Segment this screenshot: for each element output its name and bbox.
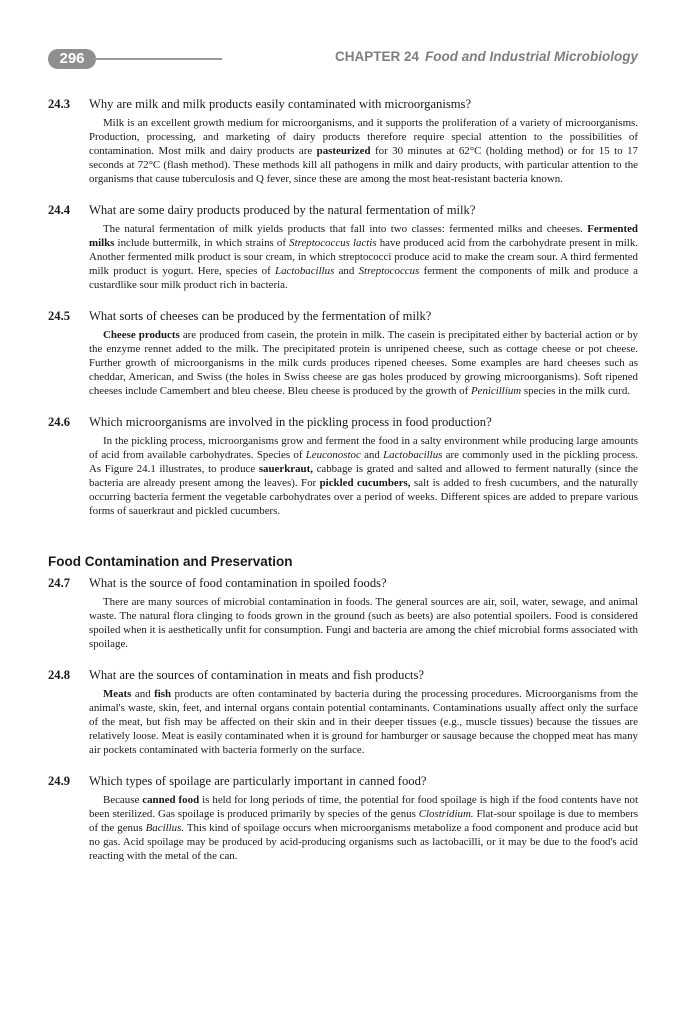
answer-text: salt is added to fresh cucumbers, and the naturally occurring bacteria ferment the vegetable carbohydrates over a period of weeks. Different spices are added to prepare various forms of sauerkraut and pickled cucumbers. [89, 477, 638, 517]
question-text: Which types of spoilage are particularly important in canned food? [89, 774, 427, 788]
question [48, 667, 638, 683]
qa-item [48, 667, 638, 757]
answer [89, 595, 638, 651]
question-number: 24.8 [48, 668, 71, 682]
qa-item [48, 96, 638, 186]
question [48, 414, 638, 430]
question-text: What are some dairy products produced by the natural fermentation of milk? [89, 203, 476, 217]
question [48, 575, 638, 591]
qa-item [48, 202, 638, 292]
bold-term: fish [154, 688, 172, 700]
question-number: 24.4 [48, 203, 71, 217]
italic-term: Clostridium. [418, 808, 474, 820]
answer-text: are produced from casein, the protein in milk. The casein is precipitated either by bacterial action or by the enzyme rennet added to the milk. The precipitated protein is unripened cheese, such as cottage cheese or pot cheese. Further growth of microorganisms in the milk curds produces ripened cheeses. Some examples are hard cheeses such as cheddar, American, and Swiss (the holes in Swiss cheese are gas holes produced by growing microorganisms). Soft ripened cheeses include Camembert and bleu cheese. Bleu cheese is produced by the growth of [89, 329, 638, 397]
question-number: 24.3 [48, 97, 71, 111]
question-number: 24.9 [48, 774, 71, 788]
question-text: What is the source of food contamination in spoiled foods? [89, 576, 387, 590]
header-rule [94, 58, 222, 60]
answer-text: and [334, 265, 359, 277]
qa-item [48, 414, 638, 518]
answer-text: include buttermilk, in which strains of [114, 237, 290, 249]
answer-text: products are often contaminated by bacteria during the processing procedures. Microorganisms from the animal's waste, skin, feet, and internal organs contain potential contaminants. Contaminations usually affect only the surface of the meat, but fish may be affected on their skin and in their deeper tissues (e.g., muscle tissues) because the tissues are relatively loose. Meat is easily contaminated when it is ground for hamburger or sausage because the chopped meat has many air pockets contaminated with bacteria formerly on the surface. [89, 688, 638, 756]
italic-term: Lactobacillus [275, 265, 335, 277]
italic-term: Penicillium [470, 385, 522, 397]
question-text: Why are milk and milk products easily contaminated with microorganisms? [89, 97, 472, 111]
answer-text: This kind of spoilage occurs when microorganisms metabolize a food component and produce acid but no gas. Acid spoilage may be produced by acid-producing organisms such as lactobacilli, or it may be due to the food's acid reacting with the metal of the can. [89, 822, 638, 862]
answer-text: Milk is an excellent growth medium for microorganisms, and it supports the proliferation of a variety of microorganisms. Production, processing, and marketing of dairy products therefore require special attention to the possibilities of contamination. Most milk and dairy products are [89, 117, 638, 157]
answer-text: ferment the components of milk and produce a custardlike sour milk product rich in bacteria. [89, 265, 638, 291]
answer [89, 116, 638, 186]
italic-term: Streptococcus lactis [289, 237, 377, 249]
qa-group-dairy [48, 96, 638, 518]
question-number: 24.6 [48, 415, 71, 429]
page-number-badge: 296 [48, 49, 96, 69]
answer-text: and [131, 688, 155, 700]
chapter-title: Food and Industrial Microbiology [425, 49, 638, 64]
page-header [48, 46, 638, 70]
answer-text: In the pickling process, microorganisms grow and ferment the food in a salty environment while producing large amounts of acid from available carbohydrates. Species of [89, 435, 638, 461]
question-number: 24.7 [48, 576, 71, 590]
question-number: 24.5 [48, 309, 71, 323]
bold-term: pickled cucumbers, [319, 477, 411, 489]
qa-item [48, 773, 638, 863]
question-text: What are the sources of contamination in meats and fish products? [89, 668, 425, 682]
answer [89, 222, 638, 292]
qa-item [48, 575, 638, 651]
italic-term: Bacillus. [145, 822, 185, 834]
page-content [48, 96, 638, 879]
answer-text: Flat-sour spoilage is due to members of the genus [89, 808, 638, 834]
answer [89, 687, 638, 757]
question [48, 773, 638, 789]
question-text: Which microorganisms are involved in the pickling process in food production? [89, 415, 492, 429]
bold-term: Meats [103, 688, 132, 700]
answer [89, 793, 638, 863]
qa-item [48, 308, 638, 398]
question [48, 96, 638, 112]
question-text: What sorts of cheeses can be produced by the fermentation of milk? [89, 309, 432, 323]
bold-term: canned food [142, 794, 200, 806]
question [48, 202, 638, 218]
qa-group-contamination [48, 575, 638, 863]
answer-text: are commonly used in the pickling process. As Figure 24.1 illustrates, to produce [89, 449, 638, 475]
answer [89, 434, 638, 518]
section-heading: Food Contamination and Preservation [48, 554, 293, 569]
italic-term: Leuconostoc [305, 449, 361, 461]
answer [89, 328, 638, 398]
bold-term: pasteurized [316, 145, 371, 157]
running-head [335, 49, 638, 64]
answer-text: and [360, 449, 384, 461]
answer-text: The natural fermentation of milk yields products that fall into two classes: fermented milks and cheeses. [103, 223, 588, 235]
question [48, 308, 638, 324]
italic-term: Lactobacillus [383, 449, 443, 461]
answer-text: is held for long periods of time, the potential for food spoilage is high if the food contents have not been sterilized. Gas spoilage is produced primarily by species of the genus [89, 794, 638, 820]
answer-text: species in the milk curd. [521, 385, 631, 397]
chapter-label: CHAPTER 24 [334, 49, 419, 64]
answer-text: for 30 minutes at 62°C (holding method) or for 15 to 17 seconds at 72°C (flash method). These methods kill all pathogens in milk and dairy products, with particular attention to the organisms that cause tuberculosis and Q fever, since these are among the most heat-resistant bacteria known. [89, 145, 638, 185]
bold-term: Fermented milks [89, 223, 638, 249]
answer-text: Because [103, 794, 143, 806]
answer-text: cabbage is grated and salted and allowed to ferment naturally (since the bacteria are already present among the leaves). For [89, 463, 638, 489]
bold-term: Cheese products [103, 329, 180, 341]
bold-term: sauerkraut, [258, 463, 313, 475]
answer-text: have produced acid from the carbohydrate present in milk. Another fermented milk product is sour cream, in which streptococci produce acid to make the cream sour. A third fermented milk product is yogurt. Here, species of [89, 237, 638, 277]
answer-text: There are many sources of microbial contamination in foods. The general sources are air, soil, water, sewage, and animal waste. The natural flora clinging to foods grown in the ground (such as beets) are also potential spoilers. Food is considered spoiled when it is aesthetically unfit for consumption. Fungi and bacteria are among the chief microbial forms associated with spoilage. [89, 596, 638, 650]
italic-term: Streptococcus [358, 265, 420, 277]
